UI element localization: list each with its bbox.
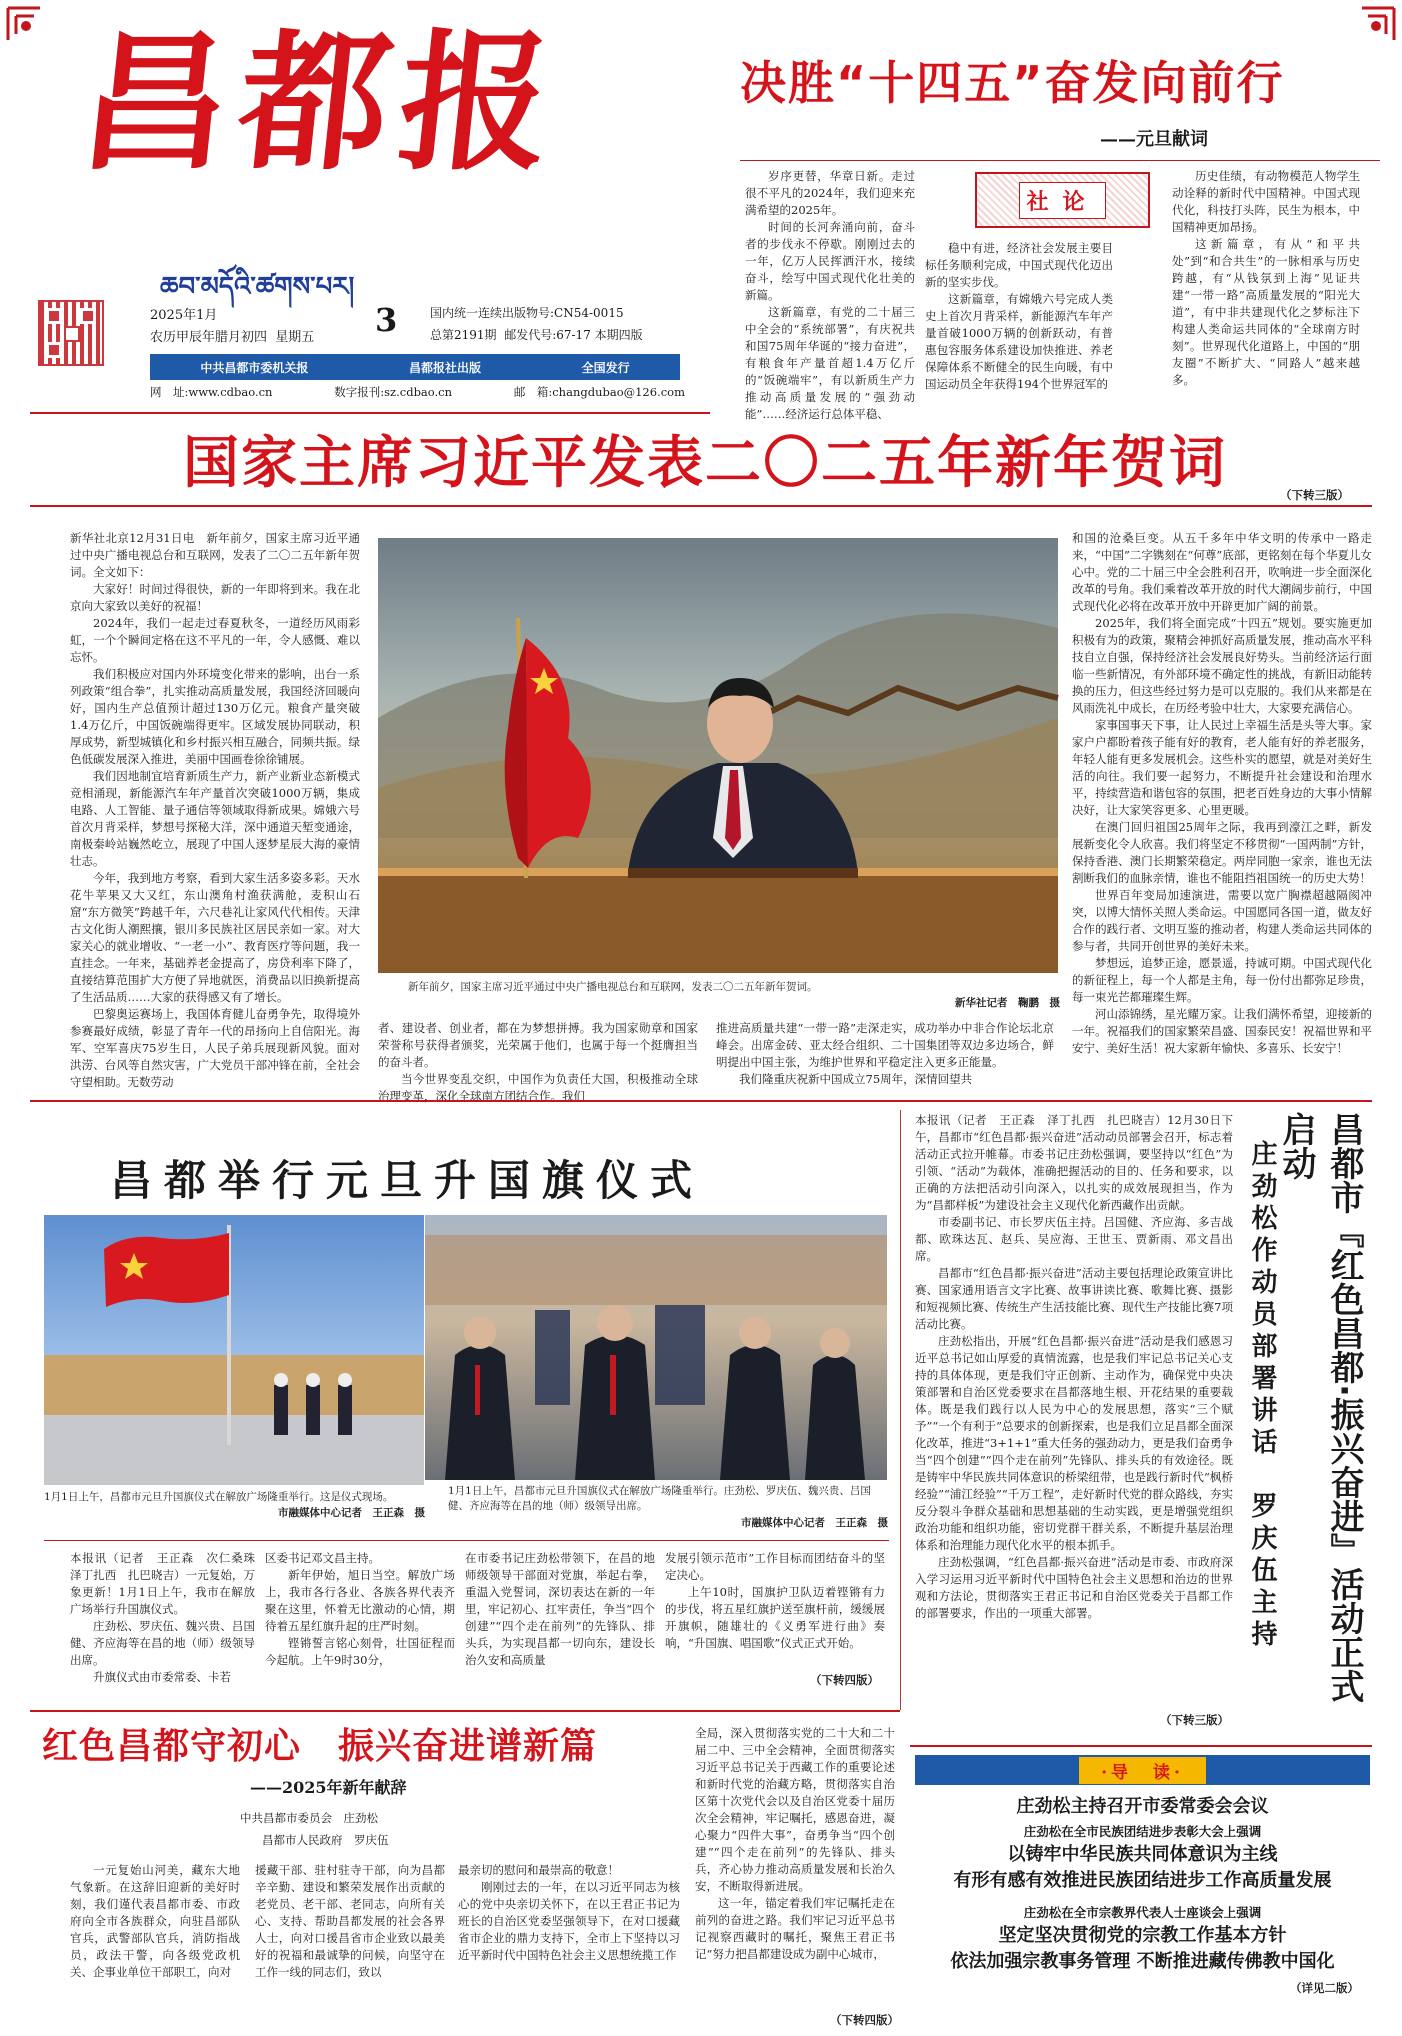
issue-day: 3 [375,301,398,339]
flag-para: 发展引领示范市”工作目标而团结奋斗的坚定决心。 [665,1551,885,1582]
flag-caption-1: 1月1日上午，昌都市元旦升国旗仪式在解放广场隆重举行。这是仪式现场。 [44,1491,394,1503]
editorial-headline: 决胜“十四五”奋发向前行 [740,56,1285,110]
guide-label: ·导 读· [915,1755,1370,1785]
lead-photo-caption: 新年前夕，国家主席习近平通过中央广播电视总台和互联网，发表二〇二五年新年贺词。 [408,981,818,993]
digital-link[interactable]: sz.cdbao.cn [384,385,453,399]
lead-para: 我们因地制宜培育新质生产力，新产业新业态新模式竞相涌现，新能源汽车年产量首次突破1000万辆，集成电路、人工智能、量子通信等领域取得新成果。嫦娥六号首次月背采样，梦想号探秘大洋，深中通道天堑变通途，南极秦岭站巍然屹立，展现了中国人逐梦星辰大海的豪情壮志。 [70,769,360,868]
campaign-para: 市委副书记、市长罗庆伍主持。吕国健、齐应海、多吉战都、欧珠达瓦、赵兵、吴应海、王世玉、贾新雨、邓文昌出席。 [915,1215,1233,1263]
total-issue: 总第2191期 [430,328,497,342]
campaign-para: 本报讯（记者 王正森 泽丁扎西 扎巴晓吉）12月30日下午，昌都市“红色昌都·振兴奋进”活动动员部署会召开，标志着活动正式拉开帷幕。市委书记庄劲松强调，要坚持以“红色”为引领、“活动”为载体，准确把握活动的目的、任务和要求，以正确的方法把活动引向深入，以扎实的成效展现担当，作为为“昌都样板”为建设社会主义现代化新西藏作出贡献。 [915,1113,1233,1212]
corner-ornament-tl [0,0,80,80]
campaign-subheadline: 庄劲松作动员部署讲话 罗庆伍主持 [1247,1140,1277,1652]
editorial-badge: 社论 [975,172,1150,228]
guide-item-2[interactable] [915,1842,1370,1894]
campaign-para: 昌都市“红色昌都·振兴奋进”活动主要包括理论政策宣讲比赛、国家通用语言文字比赛、故事讲读比赛、歌舞比赛、摄影和短视频比赛、传统生产生活技能比赛、现代生产技能比赛7项活动比赛。 [915,1266,1233,1331]
flag-photo-1[interactable] [44,1215,424,1485]
lead-para: 推进高质量共建“一带一路”走深走实，成功举办中非合作论坛北京峰会。出席金砖、亚太经合组织、二十国集团等双边多边场合，鲜明提出中国主张，为维护世界和平稳定注入更多正能量。 [716,1021,1054,1069]
lead-para: 者、建设者、创业者，都在为梦想拼搏。我为国家勋章和国家荣誉称号获得者颁奖，光荣属于他们，也属于每一个挺膺担当的奋斗者。 [378,1021,698,1069]
nav-distribution[interactable]: 全国发行 [581,360,630,375]
editorial-para: 这新篇章，有从“和平共处”到“和合共生”的一脉相承与历史跨越，有“从钱氛到上海”见证共建“一带一路”高质量发展的“阳光大道”，有中非共建现代化之梦标注下构建人类命运共同体的“全球南方时刻”。世界现代化道路上，中国的“朋友圈”不断扩大、“同路人”越来越多。 [1172,237,1360,387]
flag-credit-1: 市融媒体中心记者 王正森 摄 [278,1507,425,1519]
editorial-para: 时间的长河奔涌向前，奋斗者的步伐永不停歇。刚刚过去的一年，亿万人民挥洒汗水，接续奋斗，绘写中国式现代化壮美的新篇。 [745,220,915,302]
flag-photo-2[interactable] [425,1215,887,1480]
page-count: 本期四版 [594,328,643,342]
guide-item-2-line: 有形有感有效推进民族团结进步工作高质量发展 [953,1870,1332,1891]
lead-para: 新华社北京12月31日电 新年前夕，国家主席习近平通过中央广播电视总台和互联网，发表了二〇二五年新年贺词。全文如下： [70,531,360,579]
flag-para: 上午10时，国旗护卫队迈着铿锵有力的步伐，将五星红旗护送至旗杆前，缓缓展开旗帜，随雄壮的《义勇军进行曲》奏响，“升国旗、唱国歌”仪式正式开始。 [665,1585,885,1650]
flag-para: 铿锵誓言铭心刻骨，壮国征程而今起航。上午9时30分， [265,1636,455,1667]
newyear-para: 这一年，锚定着我们牢记嘱托走在前列的奋进之路。我们牢记习近平总书记视察西藏时的嘱托，聚焦王君正书记“努力把昌都建设成为副中心城市， [695,1896,895,1961]
lead-para: 当今世界变乱交织，中国作为负责任大国，积极推动全球治理变革，深化全球南方团结合作。我们 [378,1072,698,1103]
editorial-subtitle: ——元旦献词 [1100,129,1208,150]
editorial-para: 这新篇章，有党的二十届三中全会的“系统部署”，有庆祝共和国75周年华诞的“接力奋进”，有粮食年产量首超1.4万亿斤的“饭碗端牢”，有以新质生产力推动高质量发展的“强劲动能”……经济运行总体平稳、 [745,305,915,421]
lead-para: 我们隆重庆祝新中国成立75周年，深情回望共 [739,1072,973,1086]
guide-item-3-intro: 庄劲松在全市宗教界代表人士座谈会上强调 [1023,1905,1262,1920]
flag-headline: 昌都举行元旦升国旗仪式 [110,1156,705,1205]
campaign-para: 庄劲松强调，“红色昌都·振兴奋进”活动是市委、市政府深入学习运用习近平新时代中国特色社会主义思想和治边的世界观和方法论，贯彻落实王君正书记和自治区党委关于昌都工作的部署要求，作出的一项重大部署。 [915,1555,1233,1620]
issue-date: 2025年1月 [150,308,218,323]
campaign-headline: 昌都市『红色昌都·振兴奋进』活动正式启动 [1276,1112,1364,1703]
editorial-continued: （下转三版） [1280,488,1349,502]
newyear-para: 刚刚过去的一年，在以习近平同志为核心的党中央亲切关怀下，在以王君正书记为班长的自治区党委坚强领导下，在对口援藏省市企业的鼎力支持下，全市上下坚持以习近平新时代中国特色社会主义思想统揽工作 [458,1880,680,1962]
lead-para: 2025年，我们将全面完成“十四五”规划。要实施更加积极有为的政策，聚精会神抓好高质量发展，推动高水平科技自立自强，保持经济社会发展良好势头。当前经济运行面临一些新情况，有外部环境不确定性的挑战，有新旧动能转换的压力，但这些经过努力是可以克服的。我们从来都是在风雨洗礼中成长，在历经考验中壮大，大家要充满信心。 [1072,616,1372,715]
website-link[interactable]: www.cdbao.cn [188,385,273,399]
lead-para: 家事国事天下事，让人民过上幸福生活是头等大事。家家户户都盼着孩子能有好的教育，老人能有好的养老服务，年轻人能有更多发展机会。这些朴实的愿望，就是对美好生活的向往。我们要一起努力，不断提升社会建设和治理水平，持续营造和谐包容的氛围，把老百姓身边的大事小情解决好，让大家笑容更多、心里更暖。 [1072,718,1372,817]
flag-para: 庄劲松、罗庆伍、魏兴贵、吕国健、齐应海等在昌的地（师）级领导出席。 [70,1619,255,1667]
flag-credit-2: 市融媒体中心记者 王正森 摄 [741,1517,888,1529]
newyear-continued: （下转四版） [830,2013,899,2027]
lead-photo-credit: 新华社记者 鞠鹏 摄 [955,997,1060,1009]
lead-para: 世界百年变局加速演进，需要以宽广胸襟超越隔阂冲突，以博大情怀关照人类命运。中国愿同各国一道，做友好合作的践行者、文明互鉴的推动者，构建人类命运共同体的参与者，共同开创世界的美好未来。 [1072,888,1372,953]
campaign-continued: （下转三版） [1160,1713,1229,1727]
editorial-para: 岁序更替，华章日新。走过很不平凡的2024年，我们迎来充满希望的2025年。 [745,169,915,217]
digital-label: 数字报刊: [334,385,385,399]
flag-para: 本报讯（记者 王正森 次仁桑珠 泽丁扎西 扎巴晓吉）一元复始，万象更新！1月1日上午，我市在解放广场举行升国旗仪式。 [70,1551,267,1616]
lead-para: 和国的沧桑巨变。从五千多年中华文明的传承中一路走来，“中国”二字镌刻在“何尊”底部，更铭刻在每个华夏儿女心中。党的二十届三中全会胜利召开，吹响进一步全面深化改革的号角。我们乘着改革开放的时代大潮阔步前行，中国式现代化必将在改革开放中开辟更加广阔的前景。 [1072,531,1372,613]
flag-para: 区委书记邓文昌主持。 [265,1551,380,1565]
newyear-byline-2: 昌都市人民政府 罗庆伍 [262,1833,389,1847]
newyear-subtitle: ——2025年新年献辞 [250,1778,407,1797]
newyear-para: 全局，深入贯彻落实党的二十大和二十届二中、三中全会精神，全面贯彻落实习近平总书记关于西藏工作的重要论述和新时代党的治藏方略，贯彻落实自治区第十次党代会以及自治区党委十届历次全会精神，牢记嘱托，感恩奋进，凝心聚力“四件大事”，奋勇争当“四个创建”“四个走在前列”的先锋队、排头兵，齐心协力推动高质量发展和长治久安，不断取得新进展。 [695,1726,895,1893]
guide-item-3[interactable] [915,1923,1370,1975]
lead-para: 今年，我到地方考察，看到大家生活多姿多彩。天水花牛苹果又大又红，东山澳角村渔获满舱，麦积山石窟“东方微笑”跨越千年，六尺巷礼让家风代代相传。天津古文化街人潮熙攘，银川多民族社区居民亲如一家。对大家关心的就业增收、“一老一小”、教育医疗等问题，我一直挂念。一年来，基础养老金提高了，房贷利率下降了，直接结算范围扩大方便了异地就医，消费品以旧换新提高了生活品质……大家的获得感又有了增长。 [70,871,360,1004]
nav-organ[interactable]: 中共昌都市委机关报 [200,360,309,375]
lead-para: 2024年，我们一起走过春夏秋冬，一道经历风雨彩虹，一个个瞬间定格在这不平凡的一年，令人感慨、难以忘怀。 [70,616,360,664]
editorial-para: 稳中有进，经济社会发展主要目标任务顺利完成，中国式现代化迈出新的坚实步伐。 [925,241,1113,289]
email-label: 邮 箱: [513,385,553,399]
newyear-para: 援藏干部、驻村驻寺干部，向为昌都辛辛勤、建设和繁荣发展作出贡献的老党员、老干部、老同志，向所有关心、支持、帮助昌都发展的社会各界人士，向对口援昌省市企业致以最美好的祝福和最诚挚的问候，向坚守在工作一线的同志们，致以 [255,1863,445,1979]
serial-number: 国内统一连续出版物号:CN54-0015 [430,306,624,320]
weekday: 星期五 [275,330,315,345]
lead-headline: 国家主席习近平发表二〇二五年新年贺词 [183,431,1227,496]
lead-para: 河山添锦绣，星光耀万家。让我们满怀希望，迎接新的一年。祝福我们的国家繁荣昌盛、国泰民安！祝福世界和平安宁、美好生活！祝大家新年愉快、多喜乐、长安宁！ [1072,1007,1372,1055]
lead-photo[interactable] [378,538,1058,973]
masthead-nav [150,354,680,380]
guide-item-2-line: 以铸牢中华民族共同体意识为主线 [1007,1844,1278,1865]
newyear-byline-1: 中共昌都市委员会 庄劲松 [240,1811,378,1825]
guide-continued: （详见二版） [1290,1981,1359,1995]
lead-para: 我们积极应对国内外环境变化带来的影响，出台一系列政策“组合拳”，扎实推动高质量发展，我国经济回暖向好，国内生产总值预计超过130万亿元。粮食产量突破1.4万亿斤，中国饭碗端得更牢。区域发展协同联动，积厚成势，新型城镇化和乡村振兴相互融合，同频共振。绿色低碳发展深入推进，美丽中国画卷徐徐铺展。 [70,667,360,766]
lead-para: 在澳门回归祖国25周年之际，我再到濠江之畔，新发展新变化令人欣喜。我们将坚定不移贯彻“一国两制”方针，保持香港、澳门长期繁荣稳定。两岸同胞一家亲，谁也无法割断我们的血脉亲情，谁也不能阻挡祖国统一的历史大势！ [1072,820,1372,885]
editorial-para: 历史佳绩，有动物模范人物学生动诠释的新时代中国精神。中国式现代化，科技打头阵，民生为根本，中国精神更加昂扬。 [1172,169,1360,234]
guide-item-3-line: 坚定坚决贯彻党的宗教工作基本方针 [998,1925,1287,1946]
qr-code[interactable] [38,300,104,366]
lead-para: 梦想远，追梦正途，愿景遥，持诚可期。中国式现代化的新征程上，每一个人都是主角，每一份付出都弥足珍贵，每一束光芒都璀璨生辉。 [1072,956,1372,1004]
campaign-para: 庄劲松指出，开展“红色昌都·振兴奋进”活动是我们感恩习近平总书记如山厚爱的真情流露，也是我们牢记总书记关心支持的具体体现，更是我们守正创新、主动作为，确保党中央决策部署和自治区党委要求在昌都落地生根、开花结果的重要载体。既是我们践行以人民为中心的发展思想，落实“三个赋予”“一个有利于”总要求的创新探索，也是我们立足昌都全面深化改革，推进“3+1+1”重大任务的强劲动力，更是我们奋勇争当“四个创建”“四个走在前列”先锋队、排头兵的有效途径。既是铸牢中华民族共同体意识的桥梁纽带，也是践行新时代“枫桥经验”“浦江经验”“千万工程”，走好新时代党的群众路线，夯实反分裂斗争群众基础和思想基础的生动实践，更是增强党组织政治功能和组织功能，密切党群干群关系，不断提升基层治理体系和治理能力现代化水平的根本抓手。 [915,1334,1233,1552]
guide-item-2-intro: 庄劲松在全市民族团结进步表彰大会上强调 [1023,1824,1262,1839]
nav-publisher[interactable]: 昌都报社出版 [408,360,481,375]
masthead-title: 昌都报 [70,15,570,191]
flag-caption-2: 1月1日上午，昌都市元旦升国旗仪式在解放广场隆重举行。庄劲松、罗庆伍、魏兴贵、吕国健、齐应海等在昌的地（师）级领导出席。 [448,1485,871,1512]
flag-para: 新年伊始，旭日当空。解放广场上，我市各行各业、各族各界代表齐聚在这里，怀着无比激动的心情，期待着五星红旗升起的庄严时刻。 [265,1568,455,1633]
flag-para: 升旗仪式由市委常委、卡若 [93,1670,231,1684]
guide-item-3-line: 依法加强宗教事务管理 不断推进藏传佛教中国化 [950,1951,1335,1972]
lead-para: 巴黎奥运赛场上，我国体育健儿奋勇争先，取得境外参赛最好成绩，彰显了青年一代的昂扬向上自信阳光。海军、空军喜庆75岁生日，人民子弟兵展现新风貌。面对洪涝、台风等自然灾害，广大党员干部冲锋在前，全社会守望相助。无数劳动 [70,1007,360,1089]
guide-item-1[interactable]: 庄劲松主持召开市委常委会会议 [1016,1796,1269,1817]
flag-continued: （下转四版） [810,1673,879,1687]
newyear-para: 一元复始山河美，藏东大地气象新。在这辞旧迎新的美好时刻，我们谨代表昌都市委、市政府向全市各族群众，向驻昌部队官兵，武警部队官兵，消防指战员，政法干警，向各级党政机关、企事业单位干部职工，向对 [70,1863,240,1979]
lunar-date: 农历甲辰年腊月初四 [150,330,268,345]
website-label: 网 址: [150,385,189,399]
postal-code: 邮发代号:67-17 [504,328,591,342]
lead-para: 大家好！时间过得很快，新的一年即将到来。我在北京向大家致以美好的祝福！ [70,582,360,613]
editorial-para: 这新篇章，有嫦娥六号完成人类史上首次月背采样，新能源汽车年产量首破1000万辆的创新跃动，有普惠包容服务体系建设加快推进、养老保障体系不断健全的民生向暖，有中国运动员全年获得194个世界冠军的 [925,292,1113,391]
flag-para: 在市委书记庄劲松带领下，在昌的地师级领导干部面对党旗，举起右拳，重温入党誓词，深切表达在新的一年里，牢记初心、扛牢责任，争当“四个创建”“四个走在前列”的先锋队、排头兵，为实现昌都一切向东，建设长治久安和高质量 [465,1551,655,1667]
masthead-tibetan: ཆབ་མདོའི་ཚགས་པར། [160,272,355,302]
newyear-headline: 红色昌都守初心 振兴奋进谱新篇 [42,1726,598,1767]
email-link[interactable]: changdubao@126.com [552,385,685,399]
newyear-para: 最亲切的慰问和最崇高的敬意！ [458,1863,619,1877]
